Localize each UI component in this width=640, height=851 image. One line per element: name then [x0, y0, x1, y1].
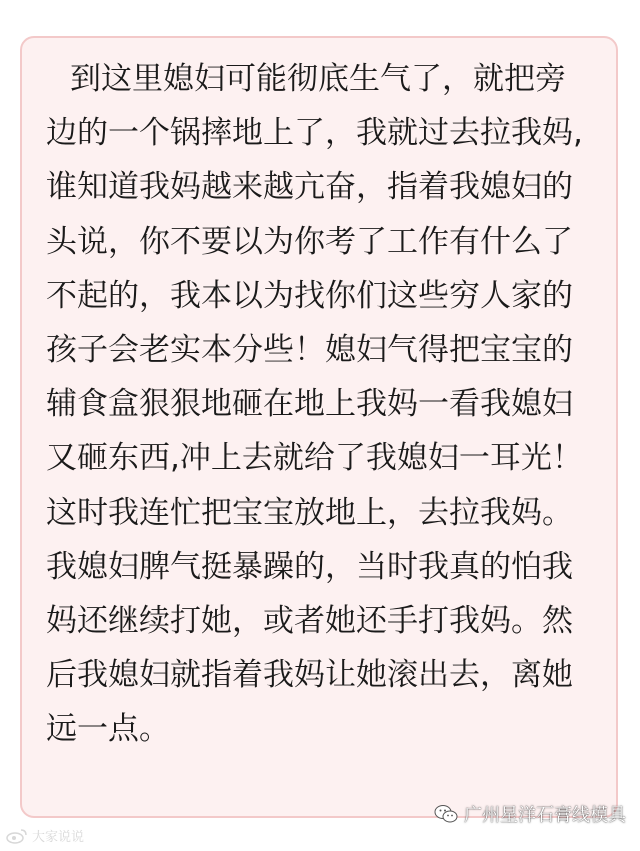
- article-line: 到这里媳妇可能彻底生气了，就把旁: [70, 61, 566, 97]
- weibo-watermark: [6, 826, 84, 845]
- article-line: 又砸东西,冲上去就给了我媳妇一耳光！: [46, 440, 583, 477]
- weibo-logo-icon: [6, 828, 28, 844]
- article-line: 谁知道我妈越来越亢奋，指着我媳妇的: [46, 169, 573, 206]
- article-line: 妈还继续打她，或者她还手打我妈。然: [46, 603, 573, 640]
- weibo-watermark-text: 大家说说: [32, 830, 85, 845]
- wechat-watermark: [434, 801, 626, 827]
- article-line: 这时我连忙把宝宝放地上，去拉我妈。: [46, 494, 573, 531]
- article-line: 我媳妇脾气挺暴躁的，当时我真的怕我: [46, 548, 573, 585]
- article-line: 后我媳妇就指着我妈让她滚出去，离她: [46, 657, 573, 694]
- article-line: 孩子会老实本分些！媳妇气得把宝宝的: [46, 332, 573, 369]
- article-line: 辅食盒狠狠地砸在地上我妈一看我媳妇: [46, 386, 573, 423]
- article-line: 头说，你不要以为你考了工作有什么了: [46, 223, 573, 260]
- article-line: 不起的，我本以为找你们这些穷人家的: [46, 277, 573, 314]
- article-paragraph: [46, 52, 606, 757]
- wechat-watermark-text: 广州星洋石膏线模具: [464, 805, 626, 826]
- wechat-icon: [434, 804, 458, 824]
- article-line: 边的一个锅摔地上了，我就过去拉我妈,: [46, 115, 583, 152]
- article-line: 远一点。: [46, 711, 170, 748]
